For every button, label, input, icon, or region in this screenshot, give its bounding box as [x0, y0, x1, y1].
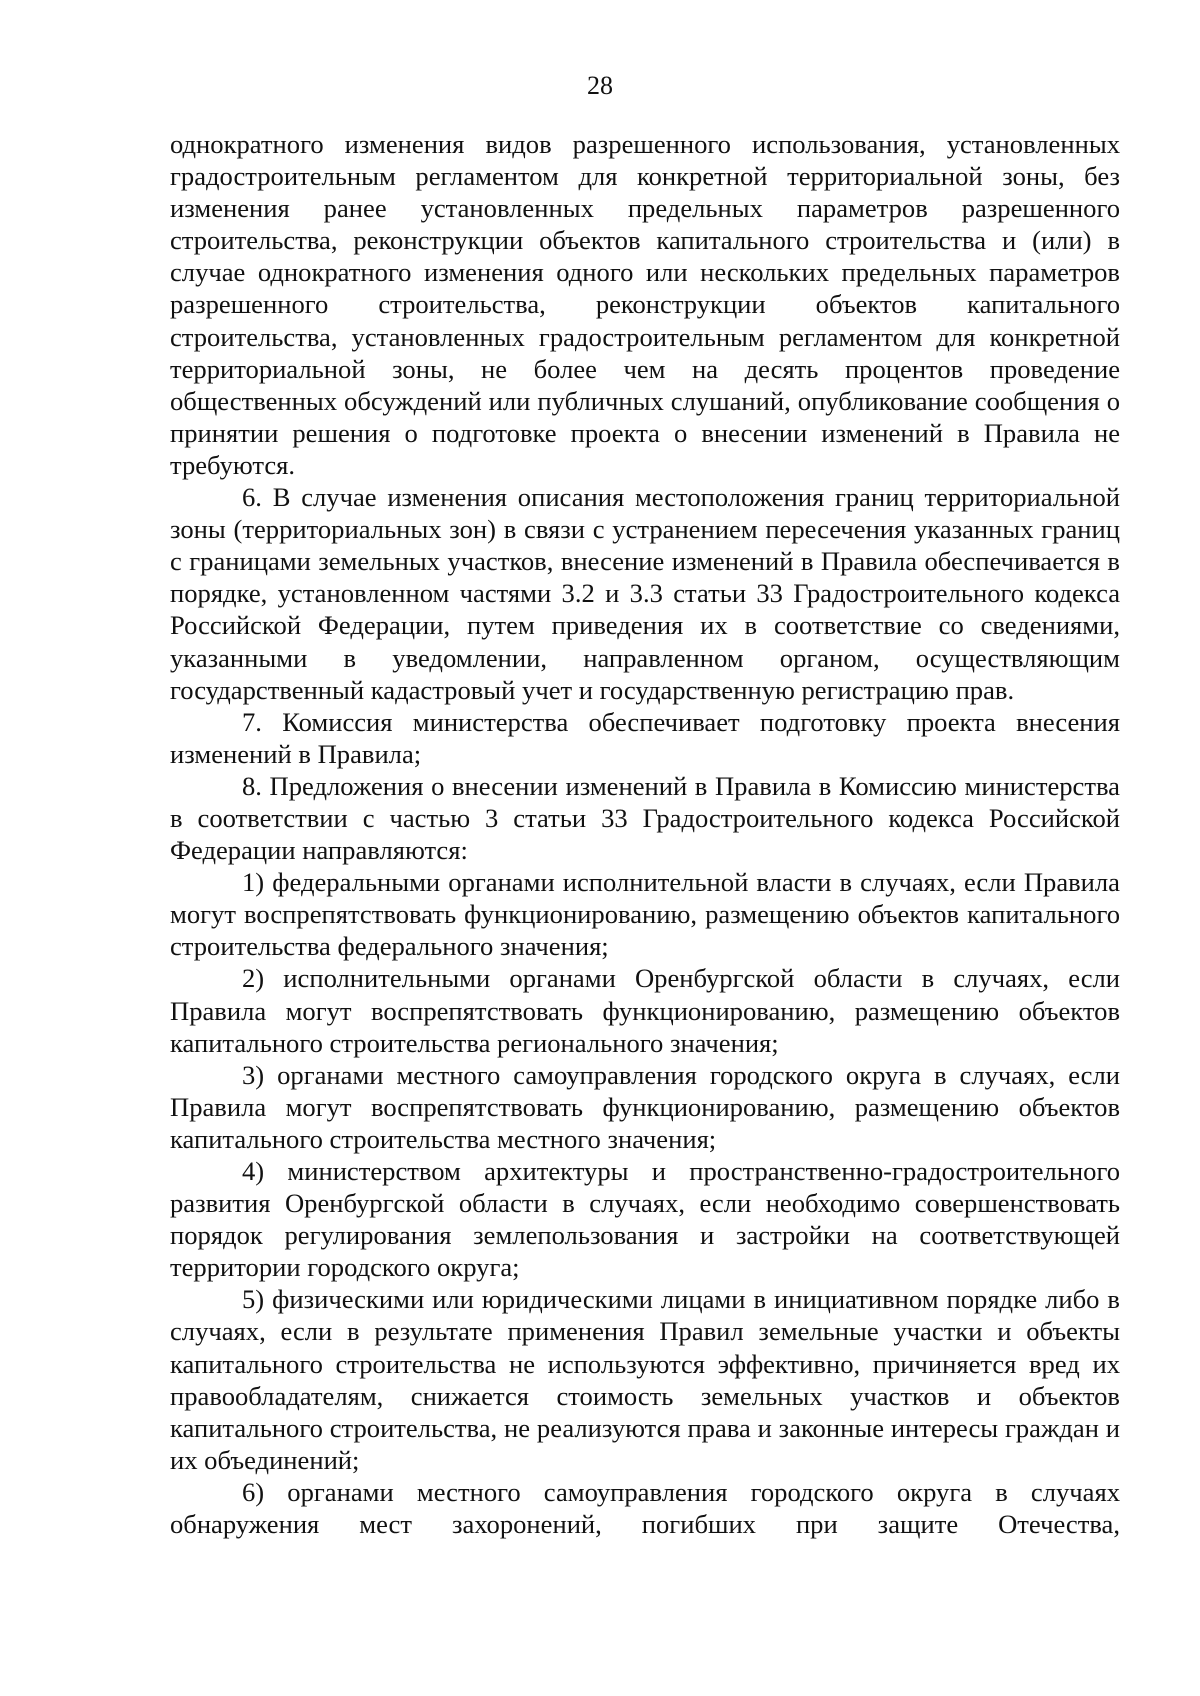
paragraph-item-8: 8. Предложения о внесении изменений в Правила в Комиссию министерства в соответствии с частью 3 статьи 33 Градостроительного кодекса Российской Федерации направляются: [170, 770, 1120, 866]
subparagraph-6: 6) органами местного самоуправления городского округа в случаях обнаружения мест захоронений, погибших при защите Отечества, [170, 1476, 1120, 1540]
subparagraph-4: 4) министерством архитектуры и пространственно-градостроительного развития Оренбургской области в случаях, если необходимо совершенствовать порядок регулирования землепользования и застройки на соответствующей территории городского округа; [170, 1156, 1120, 1283]
paragraph-item-7: 7. Комиссия министерства обеспечивает подготовку проекта внесения изменений в Правила; [170, 706, 1120, 769]
subparagraph-2: 2) исполнительными органами Оренбургской области в случаях, если Правила могут воспрепятствовать функционированию, размещению объектов капитального строительства регионального значения; [170, 963, 1120, 1058]
subparagraph-1: 1) федеральными органами исполнительной власти в случаях, если Правила могут воспрепятствовать функционированию, размещению объектов капитального строительства федерального значения; [170, 867, 1120, 962]
paragraph-continuation: однократного изменения видов разрешенного использования, установленных градостроительным регламентом для конкретной территориальной зоны, без изменения ранее установленных предельных параметров разрешенного строительства, реконструкции объектов капитального строительства и (или) в случае однократного изменения одного или нескольких предельных параметров разрешенного строительства, реконструкции объектов капитального строительства, установленных градостроительным регламентом для конкретной территориальной зоны, не более чем на десять процентов проведение общественных обсуждений или публичных слушаний, опубликование сообщения о принятии решения о подготовке проекта о внесении изменений в Правила не требуются. [170, 129, 1120, 480]
subparagraph-3: 3) органами местного самоуправления городского округа в случаях, если Правила могут воспрепятствовать функционированию, размещению объектов капитального строительства местного значения; [170, 1059, 1120, 1154]
subparagraph-5: 5) физическими или юридическими лицами в инициативном порядке либо в случаях, если в результате применения Правил земельные участки и объекты капитального строительства не используются эффективно, причиняется вред их правообладателям, снижается стоимость земельных участков и объектов капитального строительства, не реализуются права и законные интересы граждан и их объединений; [170, 1284, 1120, 1475]
page-number: 28 [587, 71, 613, 100]
paragraph-item-6: 6. В случае изменения описания местоположения границ территориальной зоны (территориальных зон) в связи с устранением пересечения указанных границ с границами земельных участков, внесение изменений в Правила обеспечивается в порядке, установленном частями 3.2 и 3.3 статьи 33 Градостроительного кодекса Российской Федерации, путем приведения их в соответствие со сведениями, указанными в уведомлении, направленном органом, осуществляющим государственный кадастровый учет и государственную регистрацию прав. [170, 482, 1120, 705]
document-body [170, 128, 1120, 1540]
